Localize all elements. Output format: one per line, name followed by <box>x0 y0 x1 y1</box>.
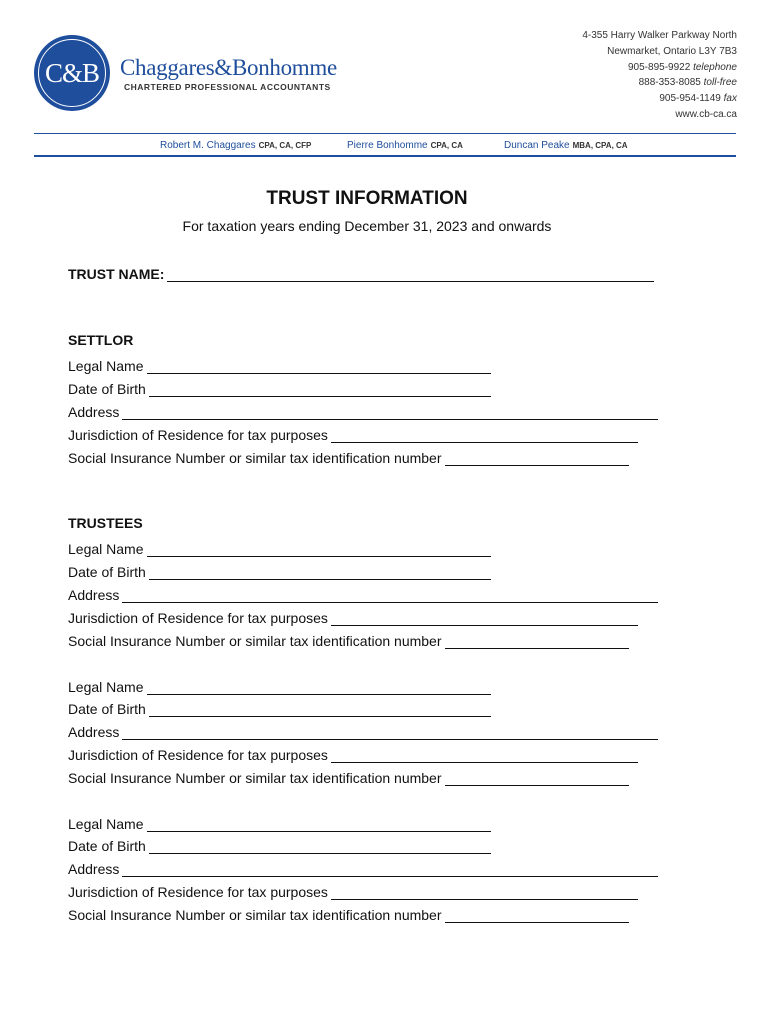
header-divider-top <box>34 133 736 134</box>
partner-name: Pierre Bonhomme <box>347 140 428 151</box>
address-line[interactable] <box>122 587 658 603</box>
trustee-1-sin-field[interactable] <box>68 629 629 649</box>
trustee-3-jurisdiction-field[interactable] <box>68 880 638 900</box>
tollfree-label: toll-free <box>703 77 737 89</box>
trustee-2-jurisdiction-field[interactable] <box>68 743 638 763</box>
date-of-birth-label: Date of Birth <box>68 381 146 397</box>
partner-credentials: CPA, CA, CFP <box>258 141 312 150</box>
address-label: Address <box>68 724 120 740</box>
telephone-label: telephone <box>693 61 737 73</box>
jurisdiction-line[interactable] <box>331 610 638 626</box>
trustee-3-sin-field[interactable] <box>68 903 629 923</box>
settlor-legal-name-field[interactable] <box>68 354 491 374</box>
partner-3 <box>504 140 628 151</box>
settlor-sin-field[interactable] <box>68 446 629 466</box>
trust-name-label: TRUST NAME: <box>68 266 165 282</box>
settlor-heading: SETTLOR <box>68 332 134 348</box>
jurisdiction-line[interactable] <box>331 427 638 443</box>
jurisdiction-label: Jurisdiction of Residence for tax purposes <box>68 884 328 900</box>
trustees-heading: TRUSTEES <box>68 515 143 531</box>
firm-logo <box>34 35 110 111</box>
settlor-jurisdiction-field[interactable] <box>68 423 638 443</box>
partner-2 <box>347 140 463 151</box>
sin-label: Social Insurance Number or similar tax identification number <box>68 633 442 649</box>
tollfree <box>582 75 737 91</box>
trustee-3-address-field[interactable] <box>68 857 658 877</box>
logo-monogram: C&B <box>44 57 100 88</box>
website: www.cb-ca.ca <box>675 108 737 120</box>
address-line[interactable] <box>122 724 658 740</box>
address-line[interactable] <box>122 861 658 877</box>
trustee-2-legal-name-field[interactable] <box>68 675 491 695</box>
fax-number: 905-954-1149 <box>659 93 721 105</box>
legal-name-line[interactable] <box>147 816 491 832</box>
date-of-birth-line[interactable] <box>149 381 491 397</box>
partner-1 <box>160 140 311 151</box>
date-of-birth-label: Date of Birth <box>68 564 146 580</box>
telephone-number: 905-895-9922 <box>628 61 691 73</box>
tollfree-number: 888-353-8085 <box>638 77 701 89</box>
date-of-birth-line[interactable] <box>149 838 491 854</box>
document-subtitle: For taxation years ending December 31, 2023 and onwards <box>182 218 552 234</box>
address-label: Address <box>68 861 120 877</box>
sin-line[interactable] <box>445 450 629 466</box>
address-line-1: 4-355 Harry Walker Parkway North <box>582 30 737 41</box>
jurisdiction-label: Jurisdiction of Residence for tax purposes <box>68 747 328 763</box>
legal-name-label: Legal Name <box>68 679 144 695</box>
trustee-2-sin-field[interactable] <box>68 766 629 786</box>
partner-name: Duncan Peake <box>504 140 570 151</box>
jurisdiction-line[interactable] <box>331 747 638 763</box>
sin-line[interactable] <box>445 770 629 786</box>
fax-label: fax <box>723 93 737 105</box>
trustee-2-address-field[interactable] <box>68 720 658 740</box>
sin-label: Social Insurance Number or similar tax identification number <box>68 450 442 466</box>
contact-block <box>582 28 737 123</box>
firm-subtitle: CHARTERED PROFESSIONAL ACCOUNTANTS <box>124 82 331 92</box>
jurisdiction-label: Jurisdiction of Residence for tax purposes <box>68 610 328 626</box>
document-title: TRUST INFORMATION <box>266 188 468 209</box>
address-label: Address <box>68 404 120 420</box>
trustee-3-date-of-birth-field[interactable] <box>68 834 491 854</box>
sin-label: Social Insurance Number or similar tax identification number <box>68 907 442 923</box>
address-line-2: Newmarket, Ontario L3Y 7B3 <box>607 45 737 57</box>
trust-name-field[interactable] <box>68 262 654 282</box>
sin-line[interactable] <box>445 907 629 923</box>
legal-name-label: Legal Name <box>68 541 144 557</box>
trustee-1-legal-name-field[interactable] <box>68 537 491 557</box>
telephone <box>582 60 737 76</box>
header-divider-bottom <box>34 155 736 157</box>
jurisdiction-line[interactable] <box>331 884 638 900</box>
address-line[interactable] <box>122 404 658 420</box>
settlor-address-field[interactable] <box>68 400 658 420</box>
legal-name-line[interactable] <box>147 679 491 695</box>
partner-credentials: MBA, CPA, CA <box>572 141 628 150</box>
trustee-1-address-field[interactable] <box>68 583 658 603</box>
partner-name: Robert M. Chaggares <box>160 140 256 151</box>
fax <box>582 91 737 107</box>
trustee-2-date-of-birth-field[interactable] <box>68 697 491 717</box>
trustee-1-jurisdiction-field[interactable] <box>68 606 638 626</box>
sin-label: Social Insurance Number or similar tax identification number <box>68 770 442 786</box>
legal-name-label: Legal Name <box>68 358 144 374</box>
settlor-date-of-birth-field[interactable] <box>68 377 491 397</box>
trust-name-line[interactable] <box>167 266 654 282</box>
trustee-3-legal-name-field[interactable] <box>68 812 491 832</box>
legal-name-label: Legal Name <box>68 816 144 832</box>
address-label: Address <box>68 587 120 603</box>
trustee-1-date-of-birth-field[interactable] <box>68 560 491 580</box>
legal-name-line[interactable] <box>147 358 491 374</box>
partner-credentials: CPA, CA <box>430 141 463 150</box>
date-of-birth-line[interactable] <box>149 564 491 580</box>
date-of-birth-label: Date of Birth <box>68 838 146 854</box>
date-of-birth-line[interactable] <box>149 701 491 717</box>
firm-name: Chaggares&Bonhomme <box>120 55 337 80</box>
date-of-birth-label: Date of Birth <box>68 701 146 717</box>
jurisdiction-label: Jurisdiction of Residence for tax purposes <box>68 427 328 443</box>
legal-name-line[interactable] <box>147 541 491 557</box>
sin-line[interactable] <box>445 633 629 649</box>
